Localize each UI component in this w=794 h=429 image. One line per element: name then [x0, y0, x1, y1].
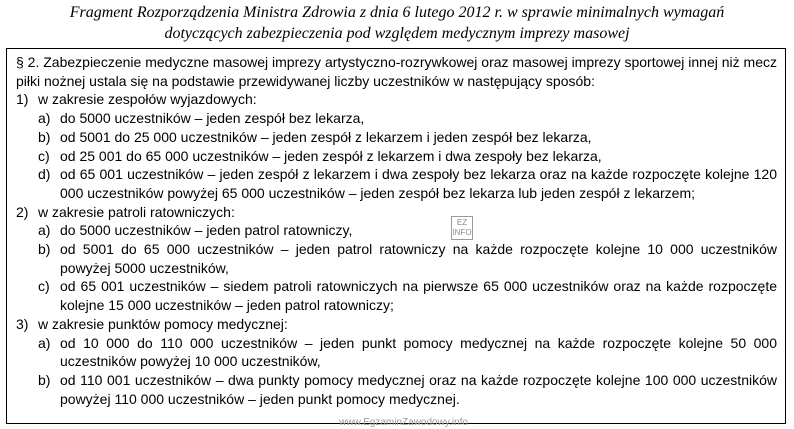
section-heading — [16, 203, 777, 222]
item-marker: b) — [38, 371, 51, 388]
section-text: w zakresie punktów pomocy medycznej: — [38, 315, 288, 332]
list-item — [16, 277, 777, 314]
paragraph-intro: § 2. Zabezpieczenie medyczne masowej imprezy artystyczno-rozrywkowej oraz masowej imprezy sportowej innej niż mecz piłki nożnej ustala się na podstawie przewidywanej liczby uczestników w następujący sposób: — [16, 54, 777, 89]
document-title — [0, 2, 794, 44]
section-heading — [16, 315, 777, 334]
section-3 — [16, 315, 777, 409]
item-marker: a) — [38, 334, 51, 351]
section-1 — [16, 90, 777, 202]
title-line-1: Fragment Rozporządzenia Ministra Zdrowia z dnia 6 lutego 2012 r. w sprawie minimalnych wymagań — [69, 4, 725, 21]
item-text: od 10 000 do 110 000 uczestników – jeden punkt pomocy medycznej na każde rozpoczęte kolejne 50 000 uczestników powyżej 10 000 uczestników, — [60, 334, 777, 370]
ez-info-logo — [451, 216, 473, 240]
item-text: od 5001 do 25 000 uczestników – jeden zespół z lekarzem i jeden zespół bez lekarza, — [60, 128, 592, 145]
list-item — [16, 334, 777, 371]
item-marker: c) — [38, 278, 50, 295]
list-item — [16, 221, 777, 240]
item-marker: a) — [38, 222, 51, 239]
logo-line-2: INFO — [452, 228, 472, 237]
section-text: w zakresie zespołów wyjazdowych: — [38, 91, 257, 108]
item-marker: b) — [38, 128, 51, 145]
item-marker: b) — [38, 241, 51, 258]
item-marker: d) — [38, 166, 51, 183]
section-text: w zakresie patroli ratowniczych: — [38, 203, 235, 220]
item-marker: a) — [38, 110, 51, 127]
item-text: od 5001 do 65 000 uczestników – jeden patrol ratowniczy na każde rozpoczęte kolejne 10 000 uczestników powyżej 5000 uczestników, — [60, 241, 777, 276]
item-text: od 65 001 uczestników – siedem patroli ratowniczych na pierwsze 65 000 uczestników oraz na każde rozpoczęte kolejne 15 000 uczestników – jeden patrol ratowniczy; — [60, 278, 777, 314]
list-item — [16, 371, 777, 408]
list-item — [16, 240, 777, 277]
item-text: do 5000 uczestników – jeden zespół bez lekarza, — [60, 110, 365, 127]
section-heading — [16, 90, 777, 109]
title-line-2: dotyczących zabezpieczenia pod względem medycznym imprezy masowej — [164, 25, 630, 42]
item-text: do 5000 uczestników – jeden patrol ratowniczy, — [60, 222, 353, 239]
item-text: od 65 001 uczestników – jeden zespół z lekarzem i dwa zespoły bez lekarza oraz na każde rozpoczęte kolejne 120 000 uczestników powyżej 65 000 uczestników – jeden zespół bez lekarza lub jeden zespół z lekarzem; — [60, 166, 777, 201]
list-item — [16, 165, 777, 202]
section-number: 3) — [16, 315, 29, 332]
section-2 — [16, 203, 777, 315]
item-text: od 110 001 uczestników – dwa punkty pomocy medycznej oraz na każde rozpoczęte kolejne 100 000 uczestników powyżej 110 000 uczestników – jeden punkt pomocy medycznej. — [60, 371, 777, 407]
section-number: 2) — [16, 203, 29, 220]
list-item — [16, 109, 777, 128]
watermark: www.EgzaminZawodowy.info — [339, 417, 468, 428]
list-item — [16, 128, 777, 147]
item-marker: c) — [38, 147, 50, 164]
regulation-fragment-box — [6, 48, 786, 424]
logo-line-1: EZ — [456, 218, 468, 227]
section-number: 1) — [16, 91, 29, 108]
item-text: od 25 001 do 65 000 uczestników – jeden zespół z lekarzem i dwa zespoły bez lekarza, — [60, 147, 602, 164]
list-item — [16, 147, 777, 166]
